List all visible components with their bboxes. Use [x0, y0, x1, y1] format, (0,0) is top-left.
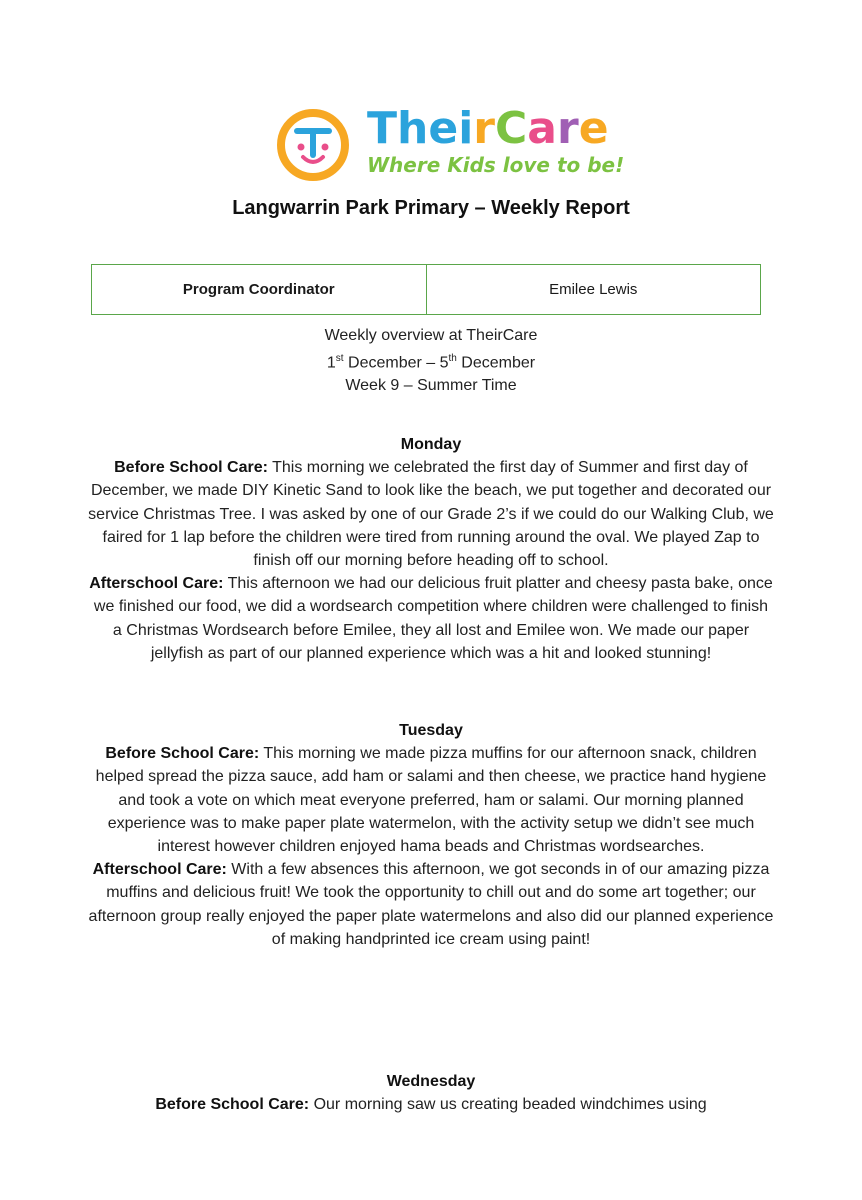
before-school-paragraph [88, 456, 774, 572]
before-school-text: This morning we made pizza muffins for our afternoon snack, children helped spread the pizza sauce, add ham or salami and then cheese, we practice hand hygiene and took a vote on which meat everyone preferred, ham or salami. Our morning planned experience was to make paper plate watermelon, with the activity setup we didn’t see much interest however children enjoyed hama beads and Christmas wordsearches. [95, 745, 767, 856]
coordinator-name: Emilee Lewis [549, 281, 638, 298]
before-school-text: This morning we celebrated the first day of Summer and first day of December, we made DIY Kinetic Sand to look like the beach, we put together and decorated our service Christmas Tree. I was asked by one of our Grade 2’s if we could do our Walking Club, we faired for 1 lap before the children were tired from running around the oval. We played Zap to finish off our morning before heading off to school. [88, 459, 774, 570]
coordinator-label: Program Coordinator [92, 265, 427, 314]
overview-dates [0, 347, 862, 374]
day-section-monday [88, 433, 774, 665]
day-heading: Monday [400, 436, 462, 453]
brand-letter: r [473, 103, 495, 154]
brand-letter: a [527, 103, 557, 154]
start-day-suffix: st [335, 353, 344, 364]
day-heading: Wednesday [386, 1073, 476, 1090]
brand-letter: C [494, 103, 528, 154]
before-school-paragraph [88, 742, 774, 858]
start-month: December – [343, 354, 440, 372]
afterschool-label: Afterschool Care: [89, 575, 224, 593]
brand-letter: i [458, 103, 474, 154]
day-heading: Tuesday [399, 722, 463, 739]
before-school-label: Before School Care: [114, 459, 268, 477]
afterschool-text: With a few absences this afternoon, we got seconds in of our amazing pizza muffins and delicious fruit! We took the opportunity to chill out and do some art together; our afternoon group really enjoyed the paper plate watermelons and also did our planned experience of making handprinted ice cream using paint! [88, 861, 774, 948]
overview-heading: Weekly overview at TheirCare [324, 327, 538, 344]
end-day: 5 [439, 354, 449, 372]
brand-tagline: Where Kids love to be! [367, 153, 625, 177]
coordinator-table [91, 264, 761, 315]
afterschool-paragraph [88, 572, 774, 665]
before-school-label: Before School Care: [105, 745, 260, 763]
day-section-tuesday [88, 719, 774, 951]
afterschool-paragraph [88, 858, 774, 951]
brand-letter: e [578, 103, 609, 154]
end-month: December [456, 354, 536, 372]
brand-letter: T [367, 103, 398, 154]
report-title: Langwarrin Park Primary – Weekly Report [232, 197, 630, 219]
overview-week: Week 9 – Summer Time [345, 377, 517, 395]
before-school-paragraph [88, 1093, 774, 1116]
before-school-label: Before School Care: [155, 1096, 310, 1114]
smiley-t-icon [275, 107, 351, 183]
brand-name [367, 103, 609, 154]
afterschool-label: Afterschool Care: [92, 861, 227, 879]
brand-letter: r [556, 103, 579, 154]
brand-letter: h [397, 103, 429, 154]
before-school-text: Our morning saw us creating beaded windchimes using [309, 1096, 707, 1114]
theircare-logo [275, 103, 625, 185]
weekly-overview [0, 324, 862, 397]
day-section-wednesday [88, 1070, 774, 1116]
end-day-suffix: th [448, 353, 457, 364]
brand-letter: e [428, 103, 459, 154]
afterschool-text: This afternoon we had our delicious fruit platter and cheesy pasta bake, once we finished our food, we did a wordsearch competition where children were challenged to finish a Christmas Wordsearch before Emilee, they all lost and Emilee won. We made our paper jellyfish as part of our planned experience which was a hit and looked stunning! [93, 575, 773, 662]
start-day: 1 [326, 354, 336, 372]
